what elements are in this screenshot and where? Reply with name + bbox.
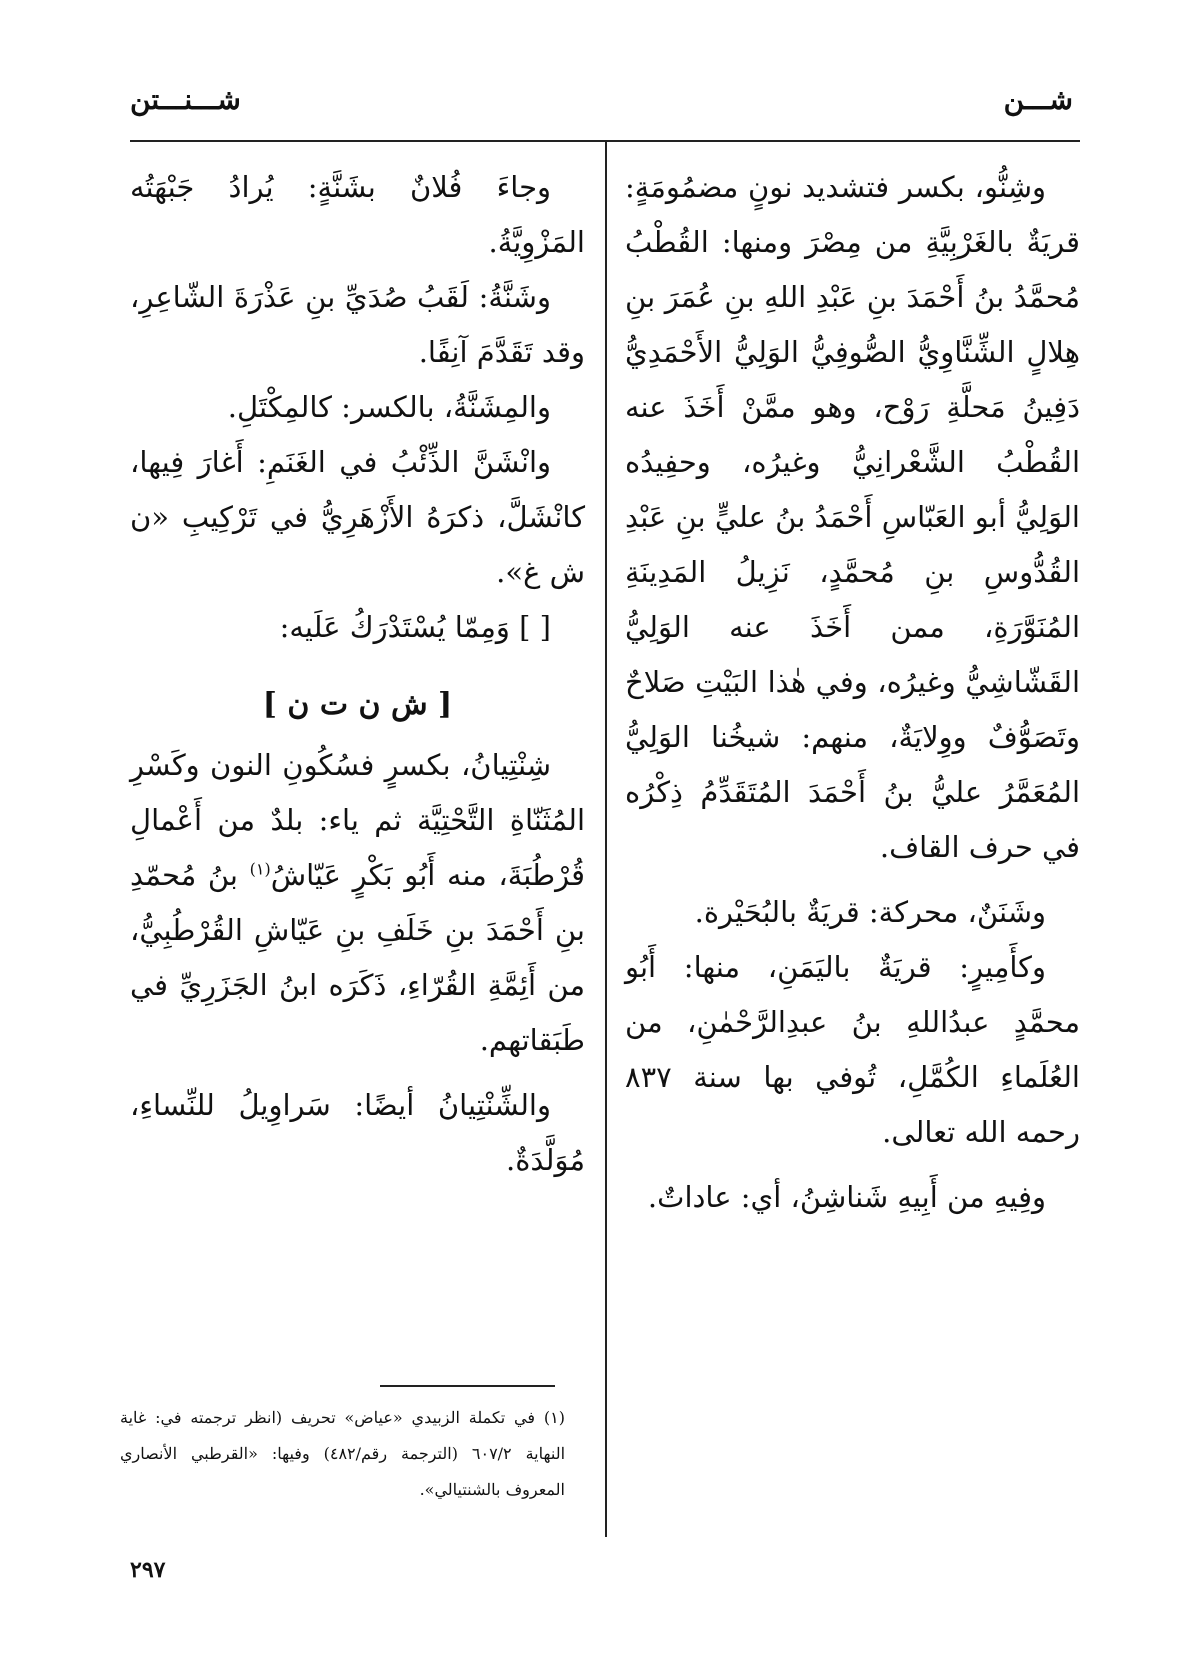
running-head-left: شـــنـــتن — [130, 83, 241, 116]
entry-paragraph: والمِشَنَّةُ، بالكسر: كالمِكْتَلِ. — [227, 390, 551, 424]
entry-paragraph: وكأَمِيرٍ: قريَةٌ باليَمَنِ، منها: أَبُو محمَّدٍ عبدُاللهِ بنُ عبدِالرَّحْمٰنِ، من العُلَماءِ الكُمَّلِ، تُوفي بها سنة ٨٣٧ رحمه الله تعالى. — [625, 950, 1080, 1149]
addendum-note: [ ] وَمِمّا يُسْتَدْرَكُ عَلَيه: — [279, 610, 551, 644]
entry-paragraph: وشِنُّو، بكسر فتشديد نونٍ مضمُومَةٍ: قريَةٌ بالغَرْبِيَّةِ من مِصْرَ ومنها: القُطْبُ مُحمَّدُ بنُ أَحْمَدَ بنِ عَبْدِ اللهِ بنِ عُمَرَ بنِ هِلالٍ الشِّنَّاوِيُّ الصُّوفِيُّ الوَلِيُّ الأَحْمَدِيُّ دَفِينُ مَحلَّةِ رَوْح، وهو ممَّنْ أَخَذَ عنه القُطْبُ الشَّعْرانِيُّ وغيرُه، وحفِيدُه الوَلِيُّ أبو العَبّاسِ أَحْمَدُ بنُ عليٍّ بنِ عَبْدِ القُدُّوسِ بنِ مُحمَّدٍ، نَزِيلُ المَدِينَةِ المُنَوَّرَةِ، ممن أَخَذَ عنه الوَلِيُّ القَشّاشِيُّ وغيرُه، وفي هٰذا البَيْتِ صَلاحٌ وتَصَوُّفٌ ووِلايَةٌ، منهم: شيخُنا الوَلِيُّ المُعَمَّرُ عليُّ بنُ أَحْمَدَ المُتَقَدِّمُ ذِكْرُه في حرف القاف. — [624, 170, 1080, 864]
footnote-marker[interactable]: (١) — [249, 859, 271, 879]
entry-paragraph: وجاءَ فُلانٌ بشَنَّةٍ: يُرادُ جَبْهَتُه المَزْوِيَّةُ. — [130, 170, 585, 259]
right-column — [625, 160, 1080, 1550]
entry-paragraph — [130, 738, 585, 1068]
entry-text: شِنْتِيانُ، بكسرٍ فسُكُونِ النون وكَسْرِ المُثَنّاةِ التَّحْتِيَّة ثم ياء: بلدٌ من أَعْمالِ قُرْطُبَةَ، منه أَبُو بَكْرٍ عَيّاشُ — [130, 748, 585, 892]
entry-paragraph: وشَنَنٌ، محركة: قريَةٌ بالبُحَيْرة. — [694, 895, 1046, 929]
entry-paragraph: وانْشَنَّ الذِّئْبُ في الغَنَمِ: أَغارَ فِيها، كانْشَلَّ، ذكرَهُ الأَزْهَرِيُّ في تَرْكِيبِ «ن ش غ». — [130, 445, 585, 589]
running-head-right: شـــن — [1003, 83, 1073, 116]
left-column — [130, 160, 585, 1390]
entry-heading: [ ش ن ت ن ] — [262, 687, 453, 722]
entry-paragraph: وشَنَّةُ: لَقَبُ صُدَيِّ بنِ عَذْرَةَ الشّاعِرِ، وقد تَقَدَّمَ آنِفًا. — [130, 280, 585, 369]
footnote-rule — [380, 1385, 555, 1387]
page-number: ٢٩٧ — [130, 1557, 166, 1583]
column-divider — [605, 142, 607, 1537]
entry-paragraph: والشِّنْتِيانُ أيضًا: سَراوِيلُ للنِّساءِ، مُوَلَّدَةٌ. — [130, 1088, 585, 1177]
footnote: (١) في تكملة الزبيدي «عياض» تحريف (انظر ترجمته في: غاية النهاية ٦٠٧/٢ (الترجمة رقم/٤٨٢) وفيها: «القرطبي الأنصاري المعروف بالشنتيالي». — [120, 1408, 566, 1499]
entry-text: بنُ مُحمّدِ بنِ أَحْمَدَ بنِ خَلَفِ بنِ عَيّاشِ القُرْطُبِيُّ، من أَئِمَّةِ القُرّاءِ، ذَكَرَه ابنُ الجَزَرِيِّ في طَبَقاتهم. — [130, 858, 585, 1057]
entry-paragraph: وفِيهِ من أَبِيهِ شَناشِنُ، أي: عاداتٌ. — [647, 1180, 1046, 1214]
